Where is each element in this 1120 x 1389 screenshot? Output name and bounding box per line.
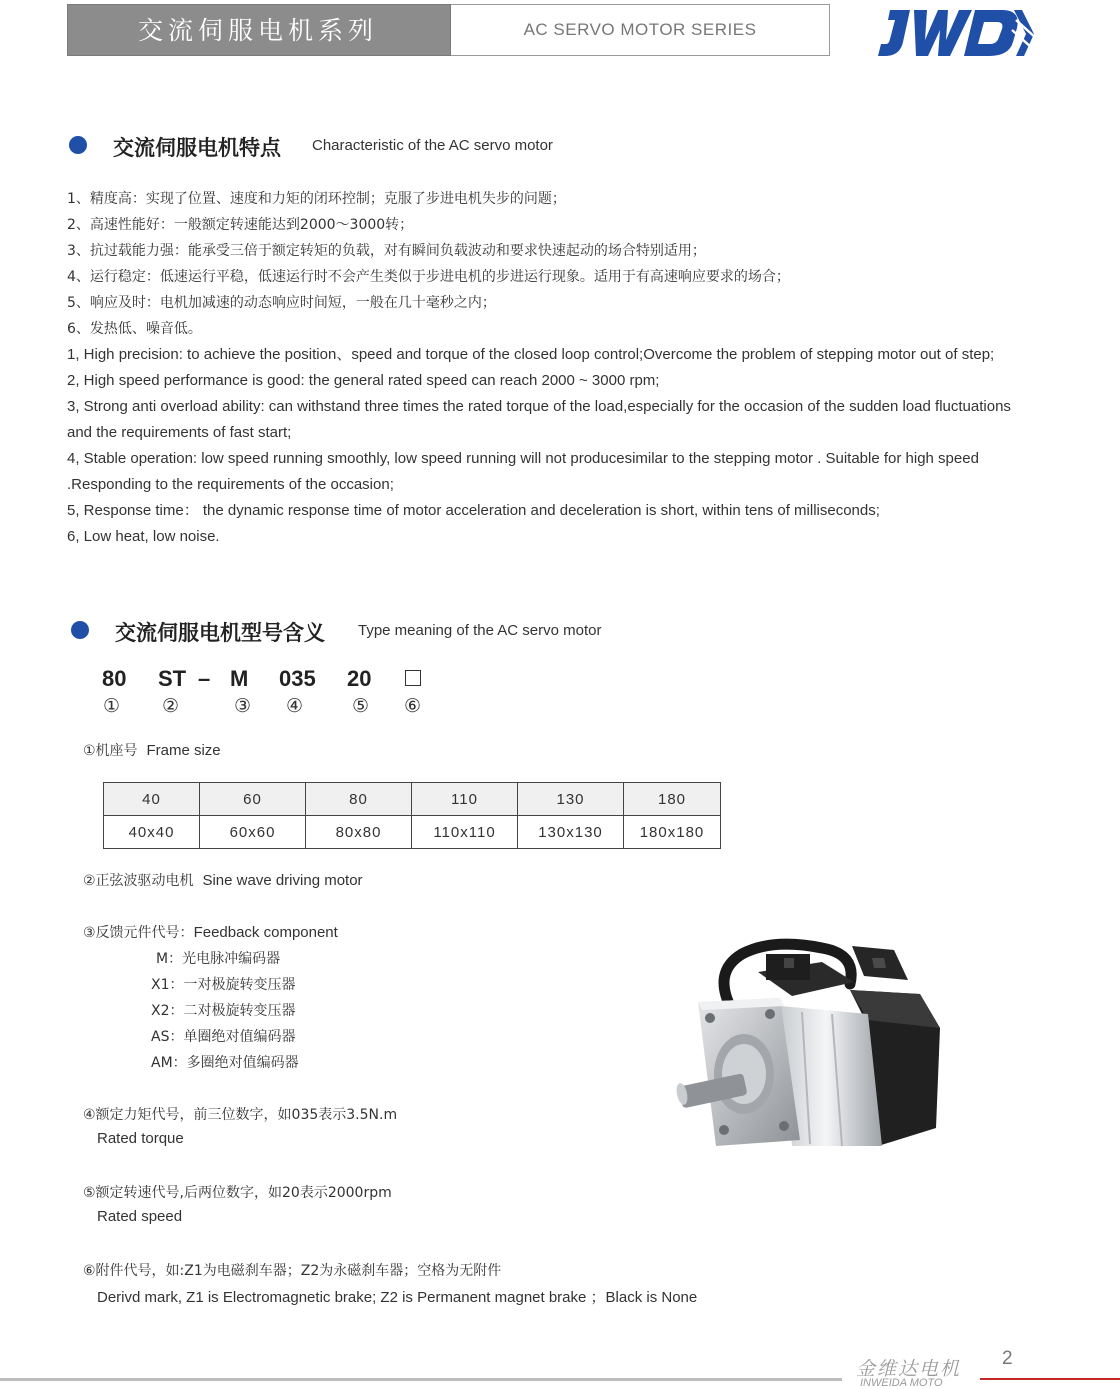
torque-label-cn: ④额定力矩代号，前三位数字，如035表示3.5N.m: [83, 1107, 398, 1123]
speed-label-en: [97, 1208, 182, 1225]
footer-rule-gray: [0, 1378, 842, 1381]
marker-3: ③: [234, 695, 252, 717]
feature-cn-1: 1、精度高：实现了位置、速度和力矩的闭环控制；克服了步进电机失步的问题；: [67, 191, 566, 207]
frame-size-label-cn: ①机座号: [83, 743, 138, 759]
frame-dim-cell: 130x130: [518, 816, 624, 849]
frame-size-row-codes: [104, 783, 721, 816]
feature-cn-2: 2、高速性能好：一般额定转速能达到2000～3000转；: [67, 217, 414, 233]
feature-en-6: 6, Low heat, low noise.: [67, 528, 220, 545]
accessory-label-en-text: Derivd mark, Z1 is Electromagnetic brake; Z2 is Permanent magnet brake ；Black is None: [97, 1289, 698, 1306]
feature-en-1: 1, High precision: to achieve the position、speed and torque of the closed loop control;Overcome the problem of stepping motor out of step;: [67, 346, 995, 363]
accessory-label-en: [97, 1286, 697, 1307]
feature-list: [67, 186, 1027, 550]
feature-en-4: 4, Stable operation: low speed running smoothly, low speed running will not producesimilar to the stepping motor . Suitable for high speed .Responding to the requirements of the occasion;: [67, 450, 979, 493]
feedback-label: [83, 922, 338, 942]
code-feedback: M: [230, 666, 249, 691]
feature-cn-4: 4、运行稳定：低速运行平稳，低速运行时不会产生类似于步进电机的步进运行现象。适用于有高速响应要求的场合；: [67, 269, 790, 285]
feedback-item-x2: X2：二对极旋转变压器: [151, 1003, 296, 1019]
page-number: 2: [1002, 1348, 1013, 1369]
frame-dim-cell: 80x80: [306, 816, 412, 849]
code-series: ST: [158, 666, 187, 691]
frame-dim-cell: 180x180: [624, 816, 721, 849]
frame-size-cell: 180: [624, 783, 721, 816]
marker-2: ②: [162, 695, 180, 717]
section1-title-cn: 交流伺服电机特点: [113, 136, 281, 160]
sine-wave-label: [83, 870, 363, 890]
footer-brand-en: INWEIDA MOTO: [860, 1377, 943, 1389]
torque-label-en-text: Rated torque: [97, 1130, 184, 1147]
marker-4: ④: [286, 695, 304, 717]
code-accessory-box: [405, 670, 421, 686]
sine-wave-label-en: Sine wave driving motor: [202, 872, 363, 889]
header-title-cn: 交流伺服电机系列: [67, 4, 451, 56]
speed-label-en-text: Rated speed: [97, 1208, 183, 1225]
feedback-item-m: M：光电脉冲编码器: [156, 951, 281, 967]
header-title-en: AC SERVO MOTOR SERIES: [451, 4, 830, 56]
frame-size-cell: 130: [518, 783, 624, 816]
footer-brand-cn: 金维达电机: [856, 1358, 962, 1380]
servo-motor-image: [672, 932, 948, 1160]
feedback-item-am: AM：多圈绝对值编码器: [151, 1055, 299, 1071]
section1-bullet: [69, 136, 87, 154]
feature-cn-6: 6、发热低、噪音低。: [67, 321, 202, 337]
marker-1: ①: [103, 695, 121, 717]
sine-wave-label-cn: ②正弦波驱动电机: [83, 873, 194, 889]
frame-size-label-en: Frame size: [146, 742, 221, 759]
marker-6: ⑥: [404, 695, 422, 717]
feedback-label-cn: ③反馈元件代号：: [83, 925, 194, 941]
section2-title-en: Type meaning of the AC servo motor: [358, 622, 602, 639]
frame-dim-cell: 110x110: [412, 816, 518, 849]
footer-rule-red: [980, 1378, 1120, 1380]
feature-cn-5: 5、响应及时：电机加减速的动态响应时间短，一般在几十毫秒之内；: [67, 295, 496, 311]
accessory-label-cn: ⑥附件代号，如:Z1为电磁刹车器；Z2为永磁刹车器；空格为无附件: [83, 1263, 502, 1279]
section2-title-cn: 交流伺服电机型号含义: [115, 621, 325, 645]
frame-dim-cell: 40x40: [104, 816, 200, 849]
frame-size-cell: 80: [306, 783, 412, 816]
marker-5: ⑤: [352, 695, 370, 717]
feature-cn-3: 3、抗过载能力强：能承受三倍于额定转矩的负载，对有瞬间负载波动和要求快速起动的场合特别适用；: [67, 243, 706, 259]
code-torque: 035: [279, 666, 316, 691]
feature-en-2: 2, High speed performance is good: the general rated speed can reach 2000 ~ 3000 rpm;: [67, 372, 660, 389]
code-frame-size: 80: [102, 666, 127, 691]
frame-size-row-dims: [104, 816, 721, 849]
code-dash: –: [198, 666, 211, 691]
speed-label-cn: ⑤额定转速代号,后两位数字，如20表示2000rpm: [83, 1185, 392, 1201]
feedback-item-x1: X1：一对极旋转变压器: [151, 977, 296, 993]
company-logo: [876, 4, 1036, 60]
section1-title-en: Characteristic of the AC servo motor: [312, 137, 553, 154]
frame-size-cell: 110: [412, 783, 518, 816]
feature-en-3: 3, Strong anti overload ability: can withstand three times the rated torque of the load,especially for the occasion of the sudden load fluctuations and the requirements of fast start;: [67, 398, 1011, 441]
code-speed: 20: [347, 666, 372, 691]
torque-label-en: [97, 1130, 184, 1147]
section2-bullet: [71, 621, 89, 639]
feedback-label-en: Feedback component: [193, 924, 338, 941]
frame-size-label: [83, 740, 221, 760]
frame-dim-cell: 60x60: [200, 816, 306, 849]
frame-size-cell: 40: [104, 783, 200, 816]
feature-en-5: 5, Response time： the dynamic response time of motor acceleration and deceleration is short, within tens of milliseconds;: [67, 502, 880, 519]
feedback-item-as: AS：单圈绝对值编码器: [151, 1029, 296, 1045]
frame-size-cell: 60: [200, 783, 306, 816]
frame-size-table: [103, 782, 721, 849]
